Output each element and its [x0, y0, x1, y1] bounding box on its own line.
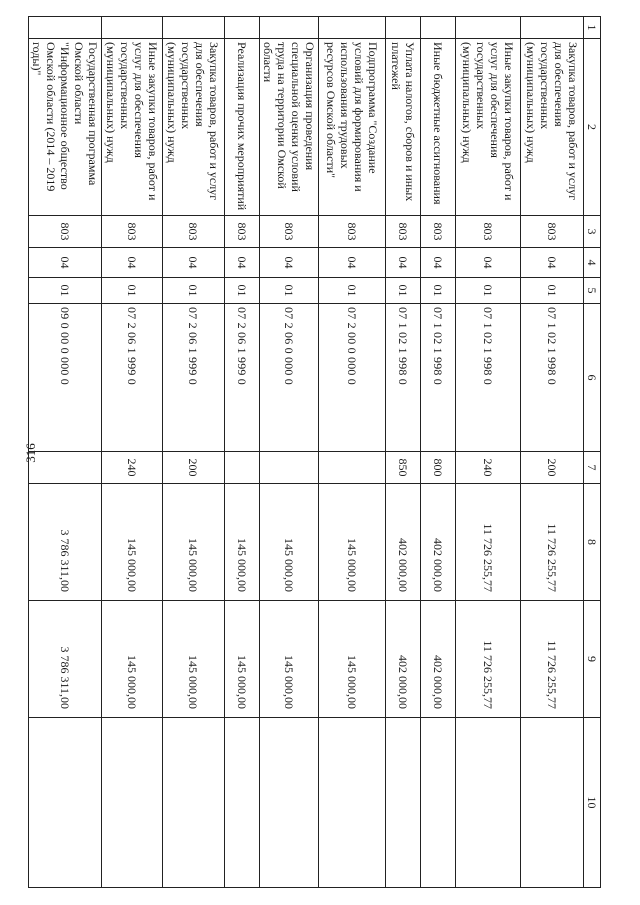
description-cell: Иные закупки товаров, работ и услуг для обеспечения государственных (муниципальных) нужд [102, 39, 163, 216]
column-number: 3 [584, 216, 601, 248]
amount-cell: 11 726 255,77 [521, 484, 584, 601]
section-cell: 04 [102, 248, 163, 278]
code-cell: 803 [163, 216, 225, 248]
note-cell [421, 718, 456, 888]
subsection-cell: 01 [386, 278, 421, 304]
row-number-cell [319, 17, 386, 39]
description-cell: Реализация прочих мероприятий [225, 39, 260, 216]
code-cell: 803 [102, 216, 163, 248]
amount-cell: 402 000,00 [386, 601, 421, 718]
subsection-cell: 01 [421, 278, 456, 304]
note-cell [521, 718, 584, 888]
note-cell [163, 718, 225, 888]
target-article-cell: 07 1 02 1 998 0 [386, 304, 421, 452]
note-cell [225, 718, 260, 888]
amount-cell: 145 000,00 [319, 484, 386, 601]
column-number: 10 [584, 718, 601, 888]
code-cell: 803 [521, 216, 584, 248]
amount-cell: 145 000,00 [102, 601, 163, 718]
row-number-cell [456, 17, 521, 39]
description-cell: Закупка товаров, работ и услуг для обеспечения государственных (муниципальных) нужд [521, 39, 584, 216]
subsection-cell: 01 [102, 278, 163, 304]
code-cell: 803 [456, 216, 521, 248]
row-number-cell [260, 17, 319, 39]
subsection-cell: 01 [456, 278, 521, 304]
column-number: 6 [584, 304, 601, 452]
target-article-cell: 07 1 02 1 998 0 [421, 304, 456, 452]
subsection-cell: 01 [260, 278, 319, 304]
expense-type-cell: 240 [456, 452, 521, 484]
budget-table [28, 16, 601, 888]
description-cell: Государственная программа Омской области "Информационное общество Омской области (2014 – 2019 годы)" [29, 39, 102, 216]
description-cell: Иные закупки товаров, работ и услуг для обеспечения государственных (муниципальных) нужд [456, 39, 521, 216]
table-row [163, 17, 225, 888]
row-number-cell [521, 17, 584, 39]
amount-cell: 402 000,00 [386, 484, 421, 601]
amount-cell: 11 726 255,77 [521, 601, 584, 718]
row-number-cell [421, 17, 456, 39]
note-cell [386, 718, 421, 888]
section-cell: 04 [521, 248, 584, 278]
expense-type-cell [225, 452, 260, 484]
column-number: 2 [584, 39, 601, 216]
amount-cell: 3 786 311,00 [29, 601, 102, 718]
row-number-cell [102, 17, 163, 39]
amount-cell: 145 000,00 [260, 484, 319, 601]
page-number: 316 [23, 443, 38, 463]
column-number: 8 [584, 484, 601, 601]
subsection-cell: 01 [521, 278, 584, 304]
expense-type-cell: 800 [421, 452, 456, 484]
amount-cell: 145 000,00 [260, 601, 319, 718]
column-number: 1 [584, 17, 601, 39]
subsection-cell: 01 [319, 278, 386, 304]
table-row [521, 17, 584, 888]
column-number: 9 [584, 601, 601, 718]
note-cell [29, 718, 102, 888]
column-number-row [584, 17, 601, 888]
note-cell [102, 718, 163, 888]
amount-cell: 145 000,00 [102, 484, 163, 601]
amount-cell: 145 000,00 [319, 601, 386, 718]
expense-type-cell: 200 [163, 452, 225, 484]
target-article-cell: 07 2 06 0 000 0 [260, 304, 319, 452]
code-cell: 803 [29, 216, 102, 248]
amount-cell: 145 000,00 [163, 484, 225, 601]
table-row [386, 17, 421, 888]
amount-cell: 3 786 311,00 [29, 484, 102, 601]
section-cell: 04 [456, 248, 521, 278]
amount-cell: 402 000,00 [421, 484, 456, 601]
amount-cell: 145 000,00 [163, 601, 225, 718]
code-cell: 803 [386, 216, 421, 248]
column-number: 5 [584, 278, 601, 304]
note-cell [456, 718, 521, 888]
expense-type-cell: 200 [521, 452, 584, 484]
section-cell: 04 [386, 248, 421, 278]
description-cell: Уплата налогов, сборов и иных платежей [386, 39, 421, 216]
table-row [456, 17, 521, 888]
note-cell [319, 718, 386, 888]
table-row [260, 17, 319, 888]
expense-type-cell: 240 [102, 452, 163, 484]
row-number-cell [386, 17, 421, 39]
column-number: 4 [584, 248, 601, 278]
section-cell: 04 [421, 248, 456, 278]
amount-cell: 11 726 255,77 [456, 484, 521, 601]
target-article-cell: 07 2 00 0 000 0 [319, 304, 386, 452]
target-article-cell: 09 0 00 0 000 0 [29, 304, 102, 452]
section-cell: 04 [319, 248, 386, 278]
expense-type-cell [29, 452, 102, 484]
table-body [29, 17, 601, 888]
target-article-cell: 07 1 02 1 998 0 [456, 304, 521, 452]
expense-type-cell: 850 [386, 452, 421, 484]
note-cell [260, 718, 319, 888]
target-article-cell: 07 2 06 1 999 0 [163, 304, 225, 452]
amount-cell: 11 726 255,77 [456, 601, 521, 718]
section-cell: 04 [225, 248, 260, 278]
description-cell: Подпрограмма "Создание условий для формирования и использования трудовых ресурсов Омской области" [319, 39, 386, 216]
row-number-cell [225, 17, 260, 39]
table-row [29, 17, 102, 888]
target-article-cell: 07 2 06 1 999 0 [102, 304, 163, 452]
description-cell: Организация проведения специальной оценки условий труда на территории Омской области [260, 39, 319, 216]
section-cell: 04 [163, 248, 225, 278]
expense-type-cell [319, 452, 386, 484]
code-cell: 803 [319, 216, 386, 248]
column-number: 7 [584, 452, 601, 484]
target-article-cell: 07 1 02 1 998 0 [521, 304, 584, 452]
amount-cell: 402 000,00 [421, 601, 456, 718]
table-row [319, 17, 386, 888]
section-cell: 04 [260, 248, 319, 278]
subsection-cell: 01 [225, 278, 260, 304]
subsection-cell: 01 [163, 278, 225, 304]
description-cell: Закупка товаров, работ и услуг для обеспечения государственных (муниципальных) нужд [163, 39, 225, 216]
amount-cell: 145 000,00 [225, 601, 260, 718]
row-number-cell [29, 17, 102, 39]
description-cell: Иные бюджетные ассигнования [421, 39, 456, 216]
target-article-cell: 07 2 06 1 999 0 [225, 304, 260, 452]
table-row [421, 17, 456, 888]
expense-type-cell [260, 452, 319, 484]
code-cell: 803 [225, 216, 260, 248]
table-row [225, 17, 260, 888]
row-number-cell [163, 17, 225, 39]
code-cell: 803 [260, 216, 319, 248]
table-row [102, 17, 163, 888]
subsection-cell: 01 [29, 278, 102, 304]
section-cell: 04 [29, 248, 102, 278]
code-cell: 803 [421, 216, 456, 248]
amount-cell: 145 000,00 [225, 484, 260, 601]
